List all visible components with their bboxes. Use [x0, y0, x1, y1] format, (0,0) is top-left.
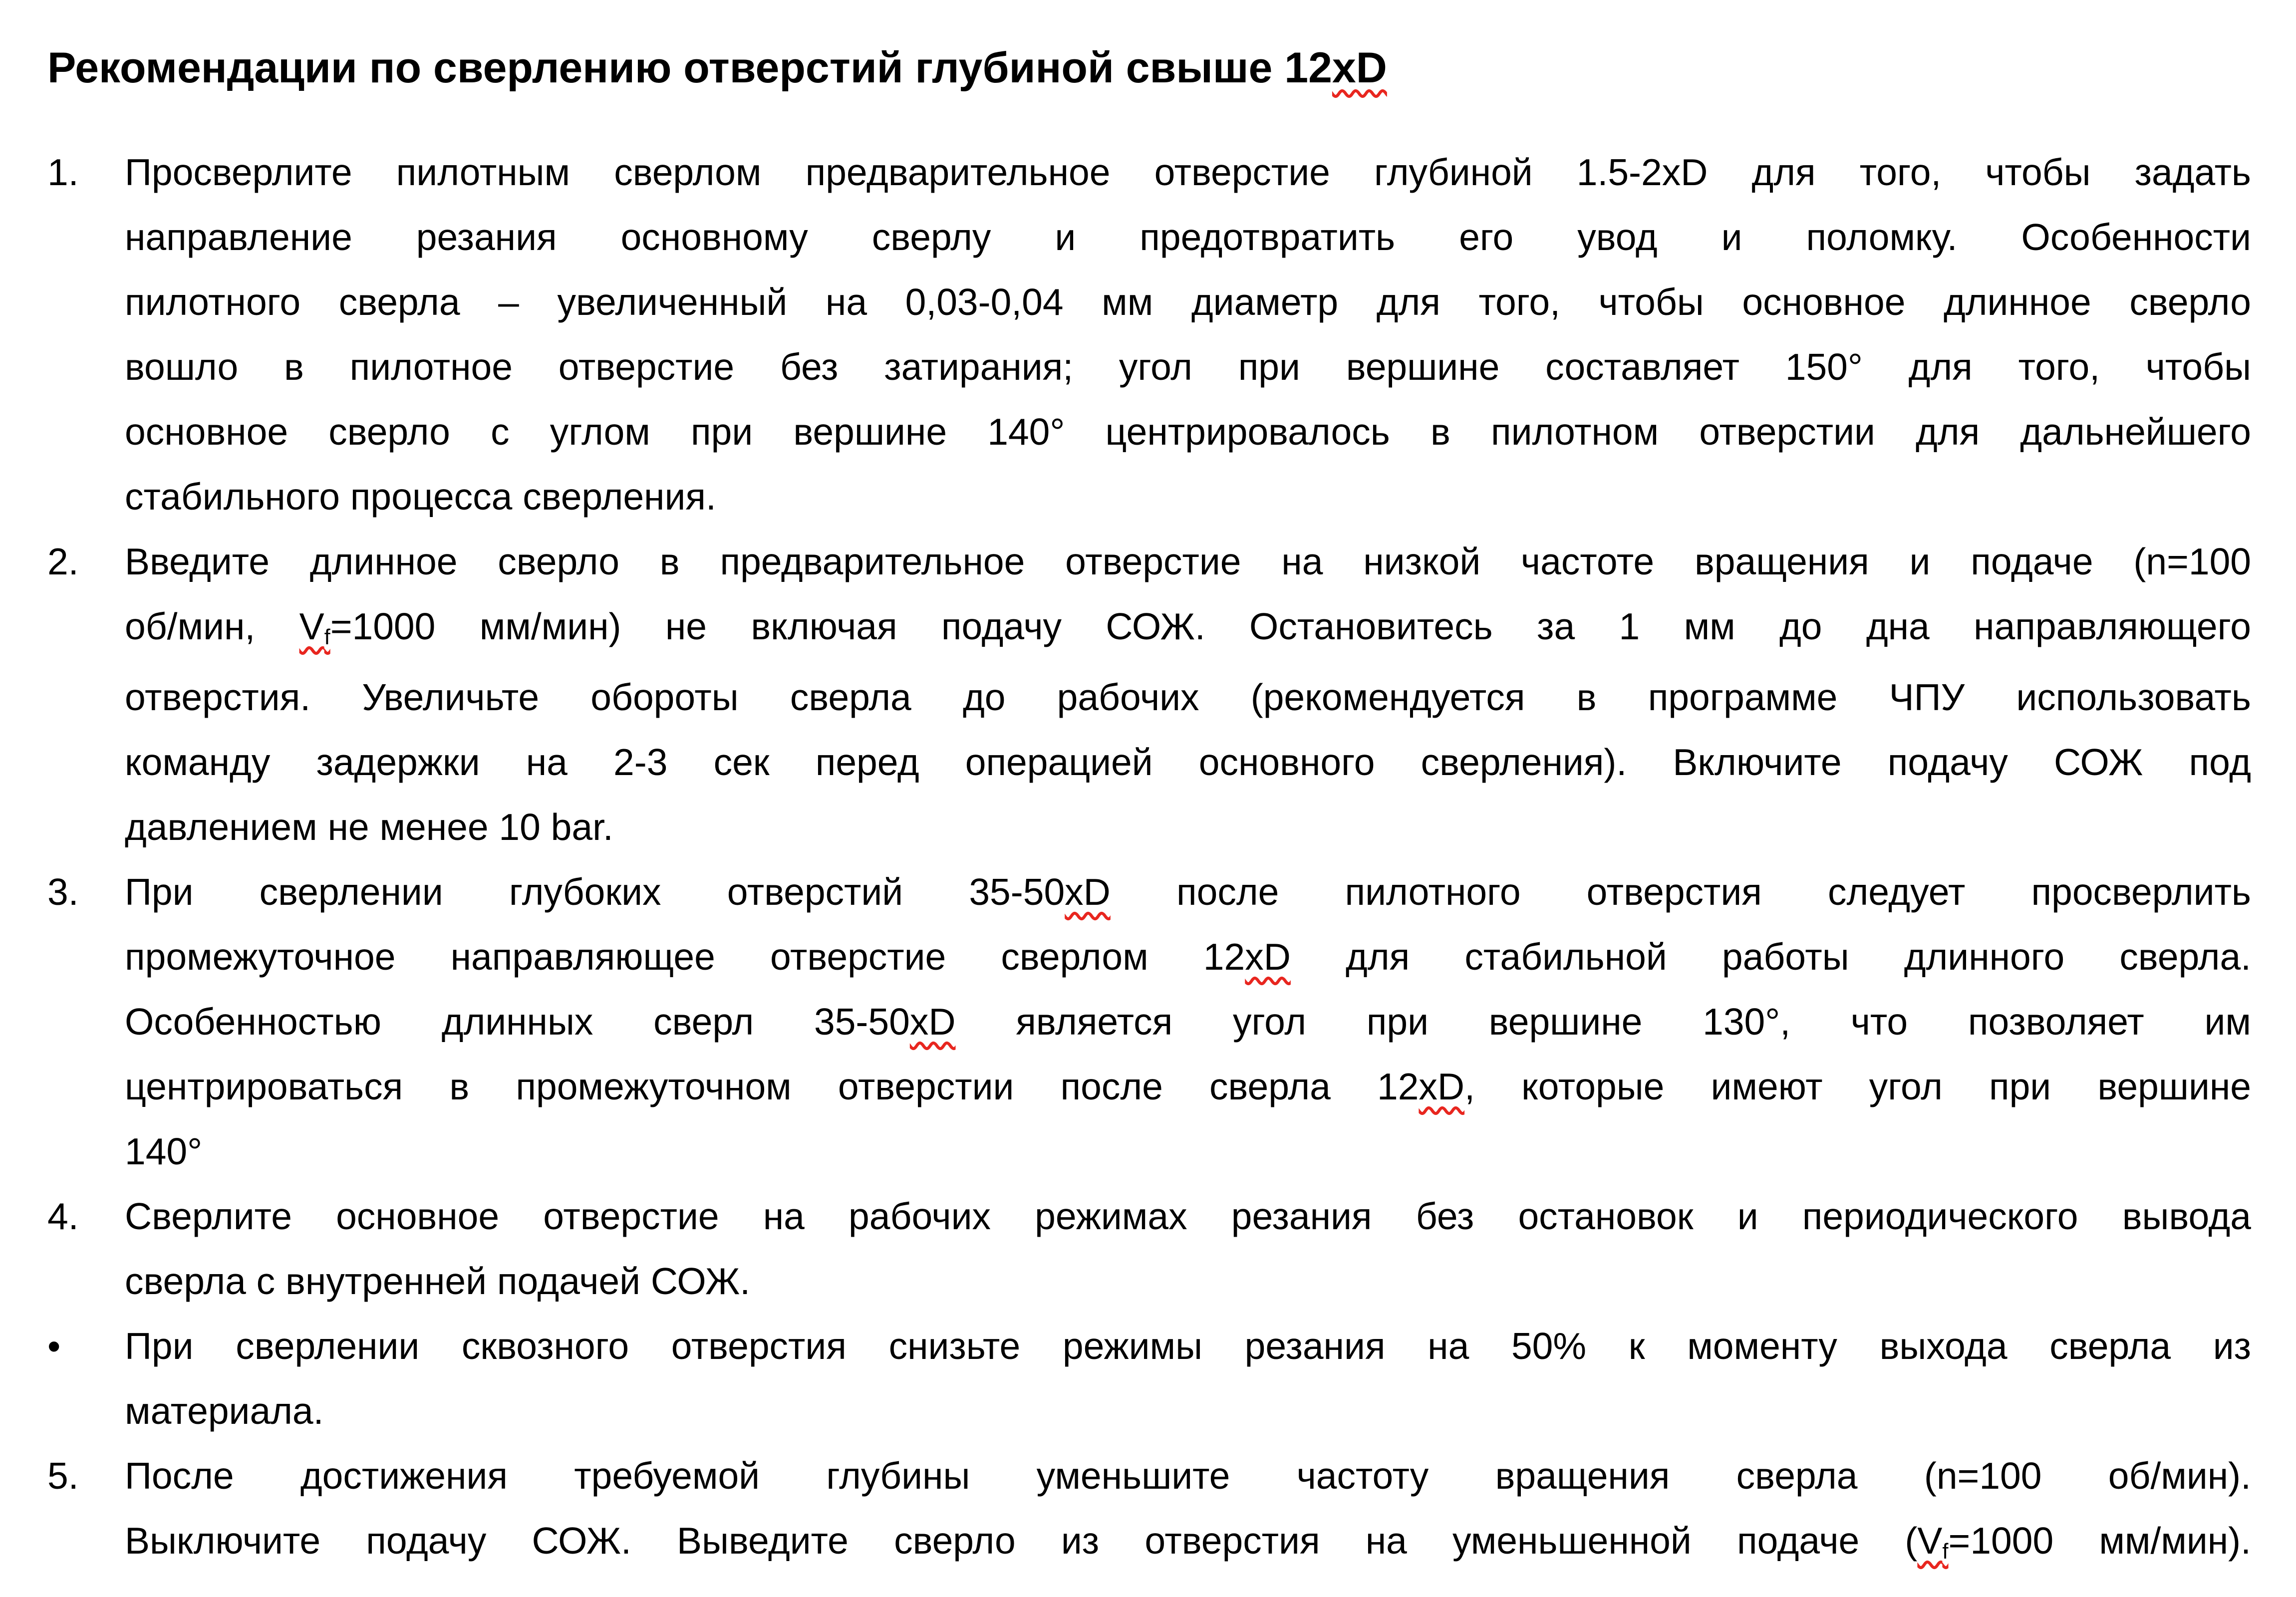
text-segment: Выключите подачу СОЖ. Выведите сверло из отверстия на уменьшенной подаче (	[125, 1520, 1918, 1562]
text-segment: Особенностью длинных сверл 35-50	[125, 1001, 910, 1043]
text-line	[125, 334, 2251, 399]
list-item	[47, 1443, 2251, 1579]
text-segment: вошло в пилотное отверстие без затирания; угол при вершине составляет 150° для того, чтобы	[125, 346, 2251, 388]
text-segment: промежуточное направляющее отверстие сверлом 12	[125, 936, 1245, 978]
text-line	[125, 1443, 2251, 1508]
text-segment: Рекомендации по сверлению отверстий глубиной свыше 12	[47, 44, 1332, 92]
text-line	[125, 665, 2251, 730]
list-item	[47, 859, 2251, 1184]
spellcheck-underline: xD	[1245, 936, 1291, 978]
spellcheck-underline	[1917, 1520, 1948, 1562]
text-segment: материала.	[125, 1390, 324, 1432]
number-marker: 4.	[47, 1195, 79, 1237]
text-line	[125, 924, 2251, 989]
list-item	[47, 140, 2251, 529]
text-segment: направление резания основному сверлу и предотвратить его увод и поломку. Особенности	[125, 216, 2251, 258]
spellcheck-underline: xD	[1419, 1065, 1465, 1107]
text-line	[125, 1314, 2251, 1378]
spellcheck-underline: xD	[1332, 44, 1387, 92]
text-line	[125, 269, 2251, 334]
subscript-text: f	[1942, 1539, 1949, 1564]
text-segment: , которые имеют угол при вершине	[1464, 1065, 2251, 1107]
text-segment: для стабильной работы длинного сверла.	[1290, 936, 2251, 978]
text-line	[125, 205, 2251, 269]
text-segment: =1000 мм/мин).	[1948, 1520, 2251, 1562]
text-segment: команду задержки на 2-3 сек перед операцией основного сверления). Включите подачу СОЖ под	[125, 741, 2251, 783]
text-line	[125, 594, 2251, 665]
text-line	[125, 529, 2251, 594]
number-marker: 5.	[47, 1455, 79, 1497]
number-marker: 1.	[47, 151, 79, 193]
text-segment: V	[299, 605, 324, 647]
spellcheck-underline: xD	[909, 1001, 956, 1043]
spellcheck-underline	[299, 605, 330, 647]
text-line	[125, 989, 2251, 1054]
text-line	[125, 1508, 2251, 1579]
text-segment: давлением не менее 10 bar.	[125, 806, 613, 848]
text-line	[125, 1119, 2251, 1184]
text-line	[125, 859, 2251, 924]
text-segment: После достижения требуемой глубины уменьшите частоту вращения сверла (n=100 об/мин).	[125, 1455, 2251, 1497]
text-segment: Сверлите основное отверстие на рабочих режимах резания без остановок и периодического вывода	[125, 1195, 2251, 1237]
instruction-list	[47, 140, 2251, 1579]
text-segment: 140°	[125, 1130, 203, 1172]
text-line	[125, 464, 2251, 529]
number-marker: 2.	[47, 540, 79, 582]
text-segment: пилотного сверла – увеличенный на 0,03-0,04 мм диаметр для того, чтобы основное длинное сверло	[125, 281, 2251, 323]
text-segment: =1000 мм/мин) не включая подачу СОЖ. Остановитесь за 1 мм до дна направляющего	[330, 605, 2251, 647]
text-segment: При сверлении сквозного отверстия снизьте режимы резания на 50% к моменту выхода сверла из	[125, 1325, 2251, 1367]
text-segment: отверстия. Увеличьте обороты сверла до рабочих (рекомендуется в программе ЧПУ использовать	[125, 676, 2251, 718]
text-segment: При сверлении глубоких отверстий 35-50	[125, 871, 1065, 913]
list-item	[47, 1314, 2251, 1443]
list-item	[47, 529, 2251, 859]
text-segment: Просверлите пилотным сверлом предварительное отверстие глубиной 1.5-2xD для того, чтобы задать	[125, 151, 2251, 193]
text-segment: центрироваться в промежуточном отверстии после сверла 12	[125, 1065, 1419, 1107]
text-line	[125, 399, 2251, 464]
text-segment: Введите длинное сверло в предварительное отверстие на низкой частоте вращения и подаче (n=100	[125, 540, 2251, 582]
list-item	[47, 1184, 2251, 1314]
text-segment: после пилотного отверстия следует просверлить	[1110, 871, 2251, 913]
text-line	[125, 795, 2251, 859]
document-title	[47, 42, 1387, 94]
spellcheck-underline: xD	[1065, 871, 1111, 913]
text-line	[125, 730, 2251, 795]
text-segment: является угол при вершине 130°, что позволяет им	[955, 1001, 2251, 1043]
subscript-text: f	[324, 625, 330, 649]
number-marker: 3.	[47, 871, 79, 913]
bullet-marker: •	[47, 1325, 61, 1367]
text-line	[125, 140, 2251, 205]
text-line	[125, 1184, 2251, 1249]
text-segment: V	[1917, 1520, 1943, 1562]
text-line	[125, 1378, 2251, 1443]
text-segment: стабильного процесса сверления.	[125, 476, 716, 518]
text-segment: об/мин,	[125, 605, 299, 647]
text-line	[125, 1249, 2251, 1314]
text-segment: основное сверло с углом при вершине 140° центрировалось в пилотном отверстии для дальнейшего	[125, 411, 2251, 453]
text-line	[125, 1054, 2251, 1119]
text-segment: сверла с внутренней подачей СОЖ.	[125, 1260, 751, 1302]
